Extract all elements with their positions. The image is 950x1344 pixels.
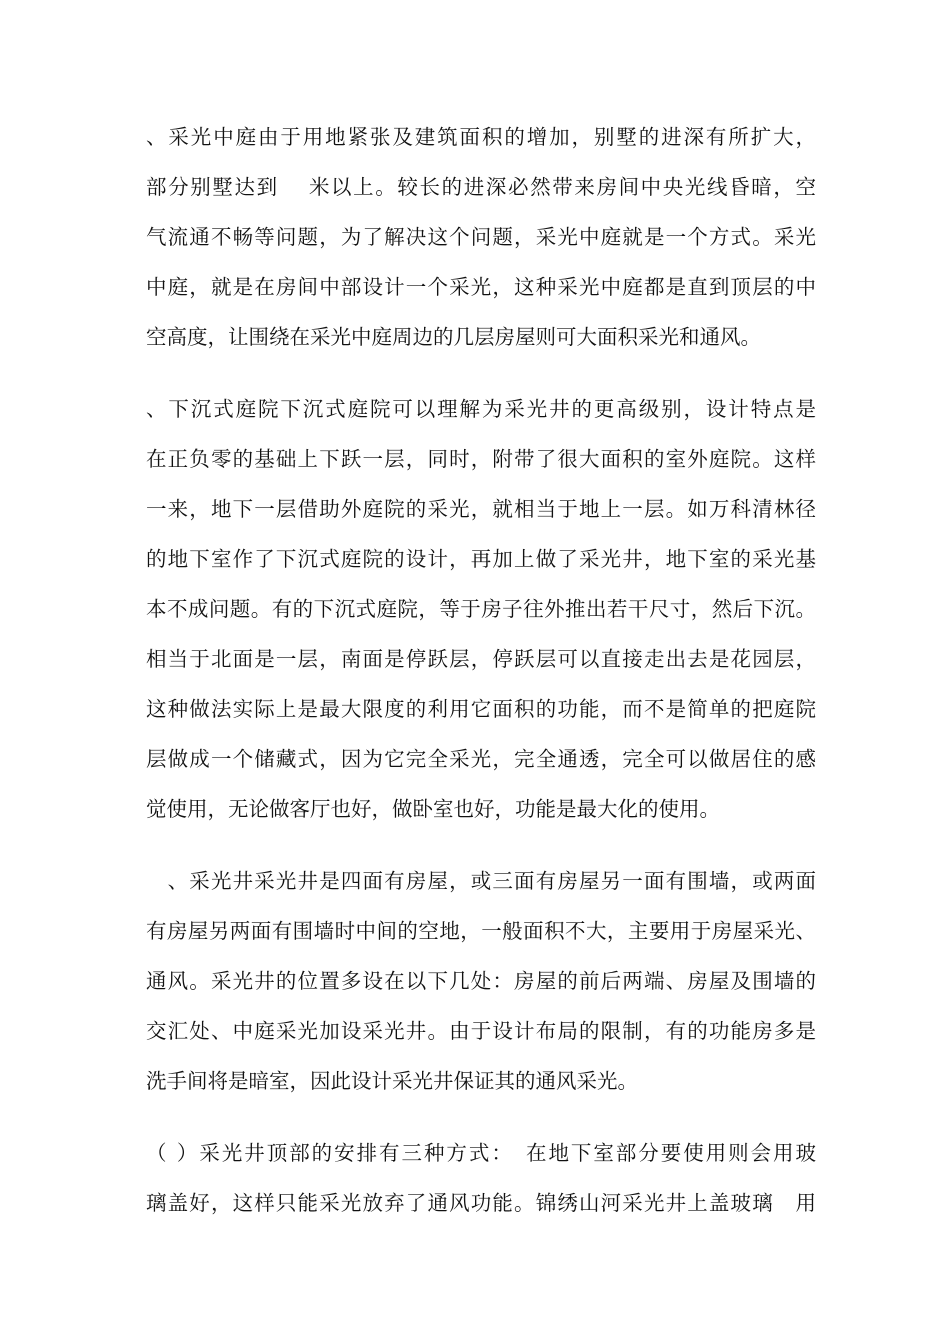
paragraph-light-well-top [146, 1128, 816, 1228]
paragraph-lighting-atrium [146, 112, 816, 362]
text-line: 一来，地下一层借助外庭院的采光，就相当于地上一层。如万科清林径 [146, 497, 816, 521]
paragraph-sunken-courtyard [146, 384, 816, 834]
text-line: 相当于北面是一层，南面是停跃层，停跃层可以直接走出去是花园层， [146, 647, 816, 671]
text-line: 中庭，就是在房间中部设计一个采光，这种采光中庭都是直到顶层的中 [146, 275, 816, 299]
text-line: 、下沉式庭院下沉式庭院可以理解为采光井的更高级别，设计特点是 [146, 397, 816, 421]
text-line: 、采光中庭由于用地紧张及建筑面积的增加，别墅的进深有所扩大， [146, 125, 816, 149]
text-line: 璃盖好，这样只能采光放弃了通风功能。锦绣山河采光井上盖玻璃 用 [146, 1191, 816, 1215]
text-line: 通风。采光井的位置多设在以下几处：房屋的前后两端、房屋及围墙的 [146, 969, 816, 993]
text-line: 交汇处、中庭采光加设采光井。由于设计布局的限制，有的功能房多是 [146, 1019, 816, 1043]
text-line: 觉使用，无论做客厅也好，做卧室也好，功能是最大化的使用。 [146, 797, 720, 821]
text-line: 部分别墅达到 米以上。较长的进深必然带来房间中央光线昏暗，空 [146, 175, 816, 199]
text-line: 气流通不畅等问题，为了解决这个问题，采光中庭就是一个方式。采光 [146, 225, 816, 249]
text-line: 有房屋另两面有围墙时中间的空地，一般面积不大，主要用于房屋采光、 [146, 919, 816, 943]
text-line: （ ）采光井顶部的安排有三种方式： 在地下室部分要使用则会用玻 [146, 1141, 816, 1165]
text-line: 洗手间将是暗室，因此设计采光井保证其的通风采光。 [146, 1069, 638, 1093]
text-line: 本不成问题。有的下沉式庭院，等于房子往外推出若干尺寸，然后下沉。 [146, 597, 816, 621]
text-line: 的地下室作了下沉式庭院的设计，再加上做了采光井，地下室的采光基 [146, 547, 816, 571]
text-line: 层做成一个储藏式，因为它完全采光，完全通透，完全可以做居住的感 [146, 747, 816, 771]
text-line: 这种做法实际上是最大限度的利用它面积的功能，而不是简单的把庭院 [146, 697, 816, 721]
text-line: 空高度，让围绕在采光中庭周边的几层房屋则可大面积采光和通风。 [146, 325, 761, 349]
text-line: 、采光井采光井是四面有房屋，或三面有房屋另一面有围墙，或两面 [146, 869, 816, 893]
paragraph-light-well [146, 856, 816, 1106]
text-line: 在正负零的基础上下跃一层，同时，附带了很大面积的室外庭院。这样 [146, 447, 816, 471]
